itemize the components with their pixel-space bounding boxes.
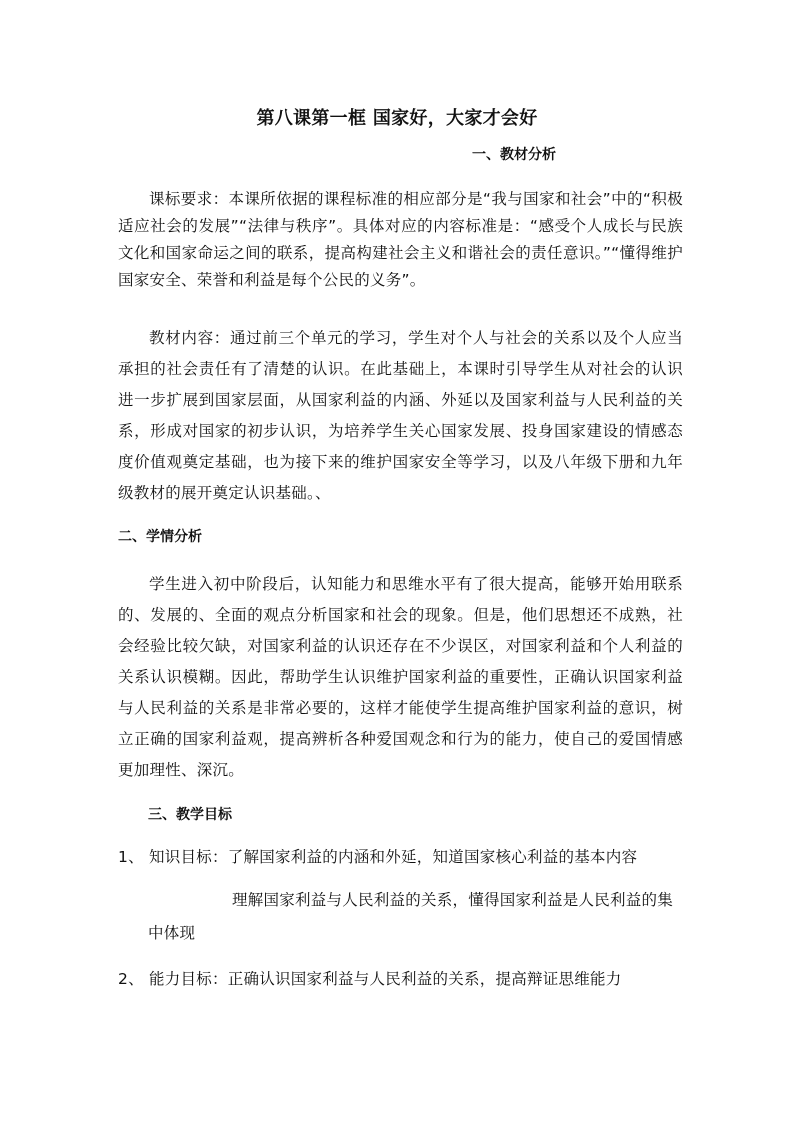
textbook-content-paragraph: 教材内容：通过前三个单元的学习，学生对个人与社会的关系以及个人应当承担的社会责任有了清楚的认识。在此基础上，本课时引导学生从对社会的认识进一步扩展到国家层面，从国家利益的内涵、外延以及国家利益与人民利益的关系，形成对国家的初步认识，为培养学生关心国家发展、投身国家建设的情感态度价值观奠定基础，也为接下来的维护国家安全等学习，以及八年级下册和九年级教材的展开奠定认识基础。、 <box>118 329 683 502</box>
document-title: 第八课第一框 国家好，大家才会好 <box>256 108 538 129</box>
curriculum-requirements-paragraph: 课标要求：本课所依据的课程标准的相应部分是“我与国家和社会”中的“积极适应社会的发展”“法律与秩序”。具体对应的内容标准是：“感受个人成长与民族文化和国家命运之间的联系，提高构建社会主义和谐社会的责任意识。”“懂得维护国家安全、荣誉和利益是每个公民的义务”。 <box>118 190 683 289</box>
knowledge-goal-continuation: 理解国家利益与人民利益的关系，懂得国家利益是人民利益的集 <box>232 891 674 909</box>
ability-goal-item: 2、 能力目标：正确认识国家利益与人民利益的关系，提高辩证思维能力 <box>118 970 622 988</box>
knowledge-goal-item: 1、 知识目标：了解国家利益的内涵和外延，知道国家核心利益的基本内容 <box>118 848 638 866</box>
section-heading-student-analysis: 二、学情分析 <box>118 529 202 545</box>
section-heading-textbook-analysis: 一、教材分析 <box>472 147 556 163</box>
student-analysis-paragraph: 学生进入初中阶段后，认知能力和思维水平有了很大提高，能够开始用联系的、发展的、全面的观点分析国家和社会的现象。但是，他们思想还不成熟，社会经验比较欠缺，对国家利益的认识还存在不少误区，对国家利益和个人利益的关系认识模糊。因此，帮助学生认识维护国家利益的重要性，正确认识国家利益与人民利益的关系是非常必要的，这样才能使学生提高维护国家利益的意识，树立正确的国家利益观，提高辨析各种爱国观念和行为的能力，使自己的爱国情感更加理性、深沉。 <box>118 575 683 779</box>
knowledge-goal-continuation-end: 中体现 <box>148 924 196 942</box>
section-heading-teaching-goals: 三、教学目标 <box>148 807 232 823</box>
